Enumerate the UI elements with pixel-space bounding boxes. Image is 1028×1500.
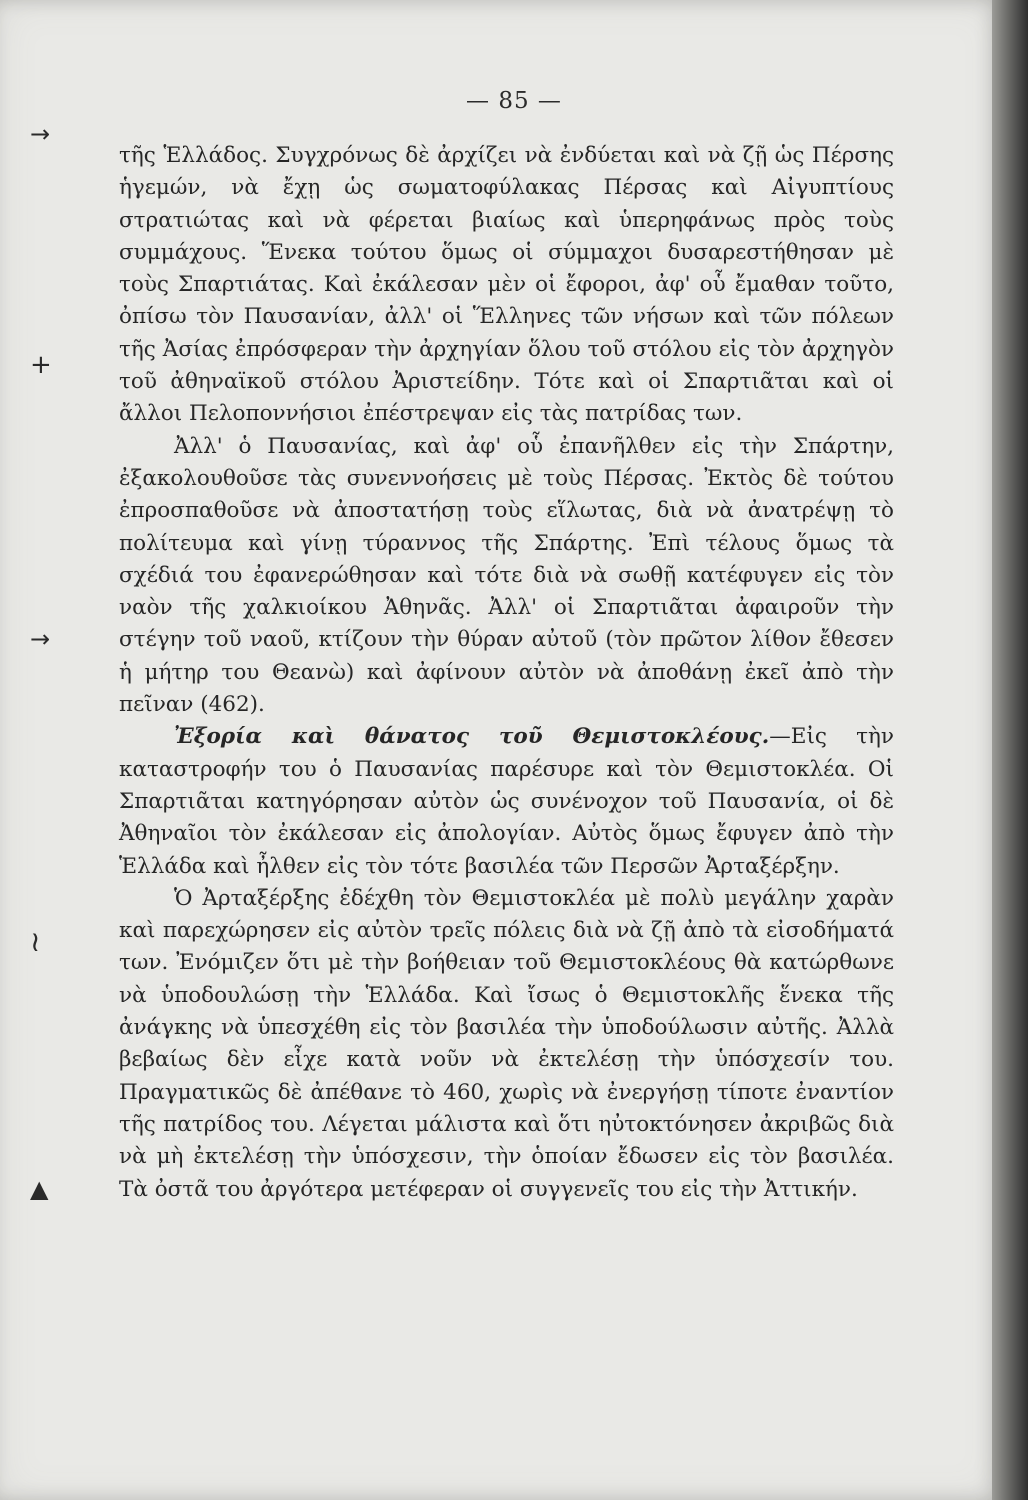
- margin-mark: →: [30, 625, 51, 653]
- paragraph-3: [119, 721, 894, 882]
- paragraph-2: Ἀλλ' ὁ Παυσανίας, καὶ ἀφ' οὗ ἐπανῆλθεν εἰς τὴν Σπάρτην, ἐξακολουθοῦσε τὰς συνεννοήσεις μὲ τοὺς Πέρσας. Ἐκτὸς δὲ τούτου ἐπροσπαθοῦσε νὰ ἀποστατήσῃ τοὺς εἵλωτας, διὰ νὰ ἀνατρέψῃ τὸ πολίτευμα καὶ γίνῃ τύραννος τῆς Σπάρτης. Ἐπὶ τέλους ὅμως τὰ σχέδιά του ἐφανερώθησαν καὶ τότε διὰ νὰ σωθῇ κατέφυγεν εἰς τὸν ναὸν τῆς χαλκιοίκου Ἀθηνᾶς. Ἀλλ' οἱ Σπαρτιᾶται ἀφαιροῦν τὴν στέγην τοῦ ναοῦ, κτίζουν τὴν θύραν αὐτοῦ (τὸν πρῶτον λίθον ἔθεσεν ἡ μήτηρ του Θεανὼ) καὶ ἀφίνουν αὐτὸν νὰ ἀποθάνῃ ἐκεῖ ἀπὸ τὴν πεῖναν (462).: [119, 433, 894, 718]
- margin-mark: ▲: [30, 1175, 49, 1203]
- paragraph-1: τῆς Ἑλλάδος. Συγχρόνως δὲ ἀρχίζει νὰ ἐνδύεται καὶ νὰ ζῇ ὡς Πέρσης ἡγεμών, νὰ ἔχῃ ὡς σωματοφύλακας Πέρσας καὶ Αἰγυπτίους στρατιώτας καὶ νὰ φέρεται βιαίως καὶ ὑπερηφάνως πρὸς τοὺς συμμάχους. Ἕνεκα τούτου ὅμως οἱ σύμμαχοι δυσαρεστήθησαν μὲ τοὺς Σπαρτιάτας. Καὶ ἐκάλεσαν μὲν οἱ ἔφοροι, ἀφ' οὗ ἔμαθαν τοῦτο, ὀπίσω τὸν Παυσανίαν, ἀλλ' οἱ Ἕλληνες τῶν νήσων καὶ τῶν πόλεων τῆς Ἀσίας ἐπρόσφεραν τὴν ἀρχηγίαν ὅλου τοῦ στόλου εἰς τὸν ἀρχηγὸν τοῦ ἀθηναϊκοῦ στόλου Ἀριστείδην. Τότε καὶ οἱ Σπαρτιᾶται καὶ οἱ ἄλλοι Πελοποννήσιοι ἐπέστρεψαν εἰς τὰς πατρίδας των.: [119, 143, 894, 427]
- paragraph-4: Ὁ Ἀρταξέρξης ἐδέχθη τὸν Θεμιστοκλέα μὲ πολὺ μεγάλην χαρὰν καὶ παρεχώρησεν εἰς αὐτὸν τρεῖς πόλεις διὰ νὰ ζῇ ἀπὸ τὰ εἰσοδήματά των. Ἐνόμιζεν ὅτι μὲ τὴν βοήθειαν τοῦ Θεμιστοκλέους θὰ κατώρθωνε νὰ ὑποδουλώσῃ τὴν Ἑλλάδα. Καὶ ἴσως ὁ Θεμιστοκλῆς ἕνεκα τῆς ἀνάγκης νὰ ὑπεσχέθη εἰς τὸν βασιλέα τὴν ὑποδούλωσιν αὐτῆς. Ἀλλὰ βεβαίως δὲν εἶχε κατὰ νοῦν νὰ ἐκτελέσῃ τὴν ὑπόσχεσίν του. Πραγματικῶς δὲ ἀπέθανε τὸ 460, χωρὶς νὰ ἐνεργήσῃ τίποτε ἐναντίον τῆς πατρίδος του. Λέγεται μάλιστα καὶ ὅτι ηὐτοκτόνησεν ἀκριβῶς διὰ νὰ μὴ ἐκτελέσῃ τὴν ὑπόσχεσιν, τὴν ὁποίαν ἔδωσεν εἰς τὸν βασιλέα. Τὰ ὀστᾶ του ἀργότερα μετέφεραν οἱ συγγενεῖς του εἰς τὴν Ἀττικήν.: [119, 885, 894, 1202]
- page-number: — 85 —: [466, 88, 562, 114]
- paragraph-3-body: —Εἰς τὴν καταστροφήν του ὁ Παυσανίας παρέσυρε καὶ τὸν Θεμιστοκλέα. Οἱ Σπαρτιᾶται κατηγόρησαν αὐτὸν ὡς συνένοχον τοῦ Παυσανία, οἱ δὲ Ἀθηναῖοι τὸν ἐκάλεσαν εἰς ἀπολογίαν. Αὐτὸς ὅμως ἔφυγεν ἀπὸ τὴν Ἑλλάδα καὶ ἦλθεν εἰς τὸν τότε βασιλέα τῶν Περσῶν Ἀρταξέρξην.: [119, 724, 894, 879]
- page-edge-shadow: [992, 0, 1028, 1500]
- section-heading: Ἐξορία καὶ θάνατος τοῦ Θεμιστοκλέους.: [174, 724, 770, 750]
- margin-mark: ≀: [30, 925, 41, 958]
- margin-mark: +: [30, 350, 52, 380]
- margin-mark: →: [30, 120, 51, 148]
- page-body-text: [119, 140, 894, 1206]
